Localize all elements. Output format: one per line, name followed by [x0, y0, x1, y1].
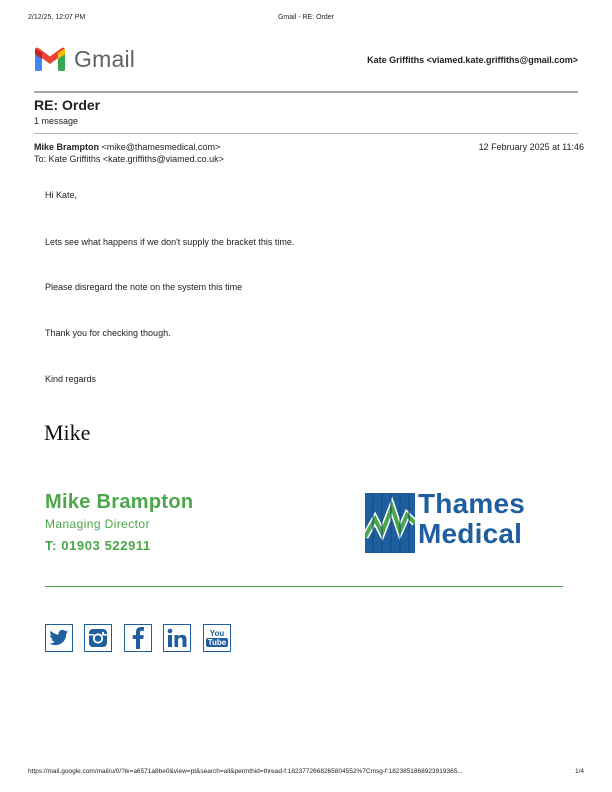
instagram-link[interactable]	[84, 624, 112, 652]
body-greeting: Hi Kate,	[45, 190, 78, 200]
print-header	[28, 14, 584, 26]
youtube-icon	[206, 629, 229, 647]
twitter-link[interactable]	[45, 624, 73, 652]
linkedin-icon	[167, 628, 187, 648]
signature-divider	[45, 586, 563, 587]
sender-name: Mike Brampton	[34, 142, 100, 152]
twitter-icon	[49, 629, 69, 647]
company-line-2: Medical	[418, 518, 523, 549]
gmail-logo	[34, 44, 135, 74]
youtube-label-bottom: Tube	[207, 638, 227, 647]
print-url: https://mail.google.com/mail/u/0/?ik=a6571a8be0&view=pt&search=all&permthid=thread-f:1823772668265804552%7Cmsg-f:1823851868923919365...	[28, 768, 463, 775]
company-line-1: Thames	[418, 488, 526, 519]
signature-phone: T: 01903 522911	[45, 538, 151, 553]
youtube-label-top: You	[209, 629, 225, 638]
account-label: Kate Griffiths <viamed.kate.griffiths@gmail.com>	[367, 55, 578, 65]
body-line-2: Please disregard the note on the system this time	[45, 282, 243, 292]
gmail-wordmark: Gmail	[74, 45, 136, 72]
message-date: 12 February 2025 at 11:46	[478, 142, 584, 152]
message-count: 1 message	[34, 116, 79, 126]
signature-title: Managing Director	[45, 517, 150, 531]
linkedin-link[interactable]	[163, 624, 191, 652]
gmail-m-icon	[34, 47, 66, 71]
print-datetime: 2/12/25, 12:07 PM	[28, 14, 86, 21]
instagram-icon	[88, 628, 108, 648]
signoff-name: Mike	[44, 420, 91, 445]
subject-divider	[34, 133, 578, 134]
body-closing: Kind regards	[45, 374, 97, 384]
sender-line	[34, 142, 220, 152]
recipient-line: To: Kate Griffiths <kate.griffiths@viamed.co.uk>	[34, 154, 224, 164]
signature-name: Mike Brampton	[45, 491, 194, 513]
thames-medical-wordmark	[418, 489, 525, 549]
print-page-number: 1/4	[574, 768, 584, 775]
thread-subject: RE: Order	[34, 97, 101, 113]
print-title: Gmail - RE: Order	[277, 14, 334, 21]
body-line-3: Thank you for checking though.	[45, 328, 171, 338]
body-line-1: Lets see what happens if we don't supply the bracket this time.	[45, 237, 295, 247]
facebook-link[interactable]	[124, 624, 152, 652]
sender-email: <mike@thamesmedical.com>	[99, 142, 221, 152]
header-divider	[34, 91, 578, 93]
facebook-icon	[131, 627, 145, 649]
thames-medical-mark-icon	[365, 493, 415, 558]
youtube-link[interactable]	[203, 624, 231, 652]
